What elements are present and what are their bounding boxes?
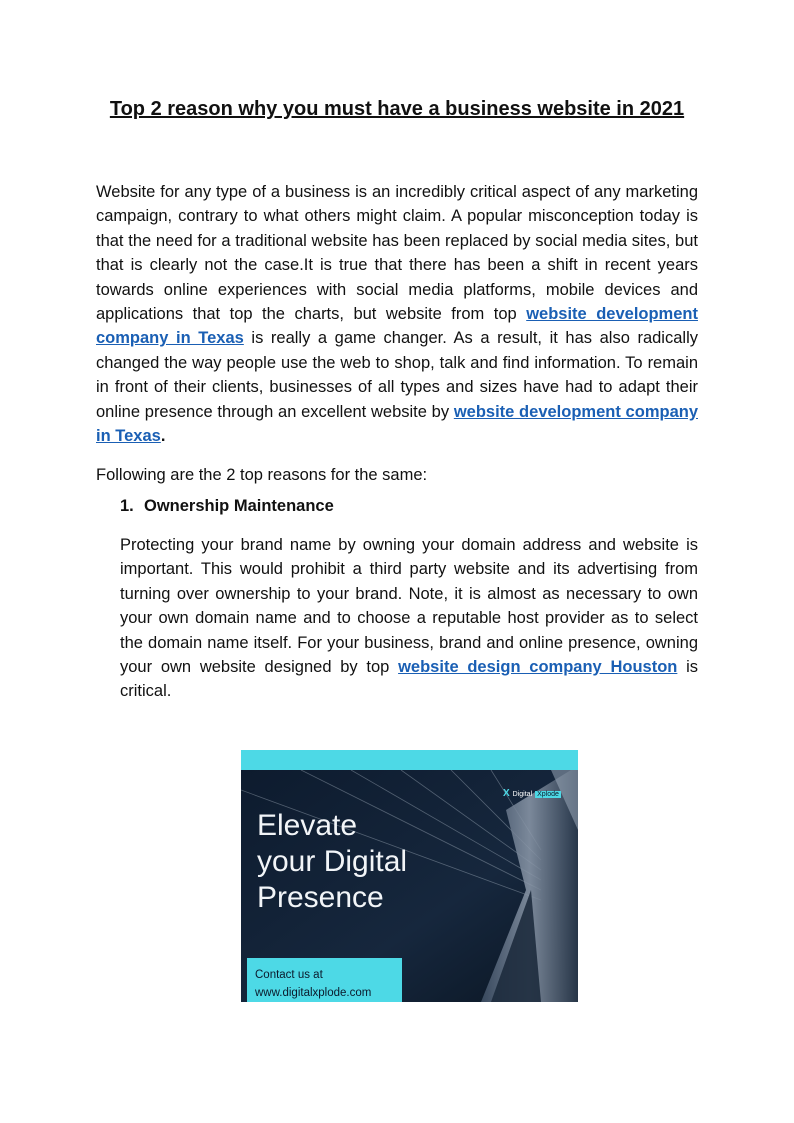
- banner-headline: [257, 808, 477, 916]
- section-paragraph: [120, 533, 698, 704]
- intro-text-2: is really a game changer. As a result, it has also radically changed the way people use the web to shop, talk and find information. To remain in front of their clients, businesses of all types and sizes have had to adapt their online presence through an excellent website by: [96, 329, 698, 421]
- logo-word-xplode: Xplode: [537, 790, 559, 798]
- following-text: Following are the 2 top reasons for the same:: [96, 466, 428, 484]
- houston-design-link[interactable]: website design company Houston: [398, 658, 678, 677]
- intro-paragraph: [96, 180, 698, 448]
- digitalxplode-logo: [503, 788, 561, 800]
- texas-dev-link-1[interactable]: website development company in Texas: [96, 305, 698, 348]
- banner-top-strip: [241, 750, 578, 770]
- section-heading-text: Ownership Maintenance: [144, 497, 334, 515]
- intro-text-3: .: [160, 427, 166, 446]
- section-number: 1.: [120, 497, 134, 515]
- promo-banner-image: [241, 750, 578, 1002]
- contact-line-1: Contact us at: [255, 969, 323, 981]
- headline-line-1: Elevate: [257, 809, 358, 842]
- headline-line-2: your Digital: [257, 845, 408, 878]
- section-heading: [120, 497, 334, 516]
- intro-text-1: Website for any type of a business is an incredibly critical aspect of any marketing campaign, contrary to what others might claim. A popular misconception today is that the need for a traditional website has been replaced by social media sites, but that is clearly not the case.It is true that there has been a shift in recent years towards online experiences with social media platforms, mobile devices and applications that top the charts, but website from top: [96, 183, 698, 324]
- contact-box: [247, 958, 402, 1002]
- contact-text: [255, 966, 371, 1002]
- contact-website: www.digitalxplode.com: [255, 987, 372, 999]
- logo-x-mark: X: [503, 788, 510, 799]
- section-text-1: Protecting your brand name by owning your domain address and website is important. This would prohibit a third party website and its advertising from turning over ownership to your brand. Note, it is almost as necessary to own your own domain name and to choose a reputable host provider as to select the domain name itself. For your business, brand and online presence, owning your own website designed by top: [120, 536, 698, 677]
- document-title: Top 2 reason why you must have a business website in 2021: [109, 98, 685, 120]
- headline-line-3: Presence: [257, 881, 384, 914]
- texas-dev-link-2[interactable]: website development company in Texas: [96, 402, 698, 446]
- logo-word-digital: Digital: [512, 790, 533, 798]
- section-text-2: is critical.: [120, 658, 699, 701]
